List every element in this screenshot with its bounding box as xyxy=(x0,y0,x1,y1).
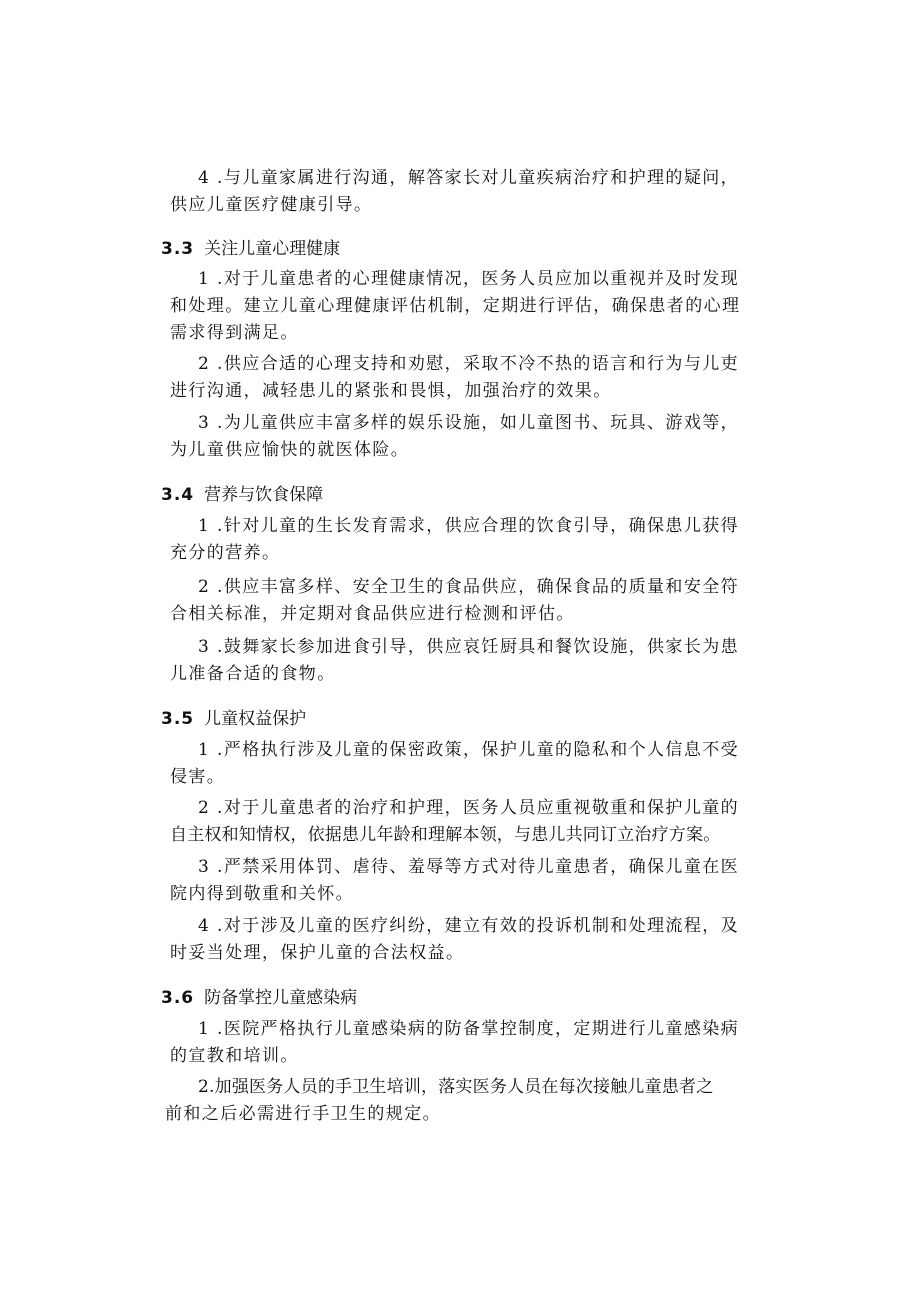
paragraph-line: 1 .医院严格执行儿童感染病的防备掌控制度，定期进行儿童感染病 xyxy=(198,1019,740,1039)
paragraph-line: 3 .鼓舞家长参加进食引导，供应哀饪厨具和餐饮设施，供家长为患 xyxy=(198,637,740,657)
section-heading xyxy=(161,987,357,1009)
paragraph-line: 需求得到满足。 xyxy=(170,323,299,343)
section-title: 关注儿童心理健康 xyxy=(204,239,341,259)
paragraph-line: 4 .对于涉及儿童的医疗纠纷，建立有效的投诉机制和处理流程，及 xyxy=(198,916,740,936)
paragraph-line: 和处理。建立儿童心理健康评估机制，定期进行评估，确保患者的心理 xyxy=(170,296,741,316)
paragraph-line: 1 .严格执行涉及儿童的保密政策，保护儿童的隐私和个人信息不受 xyxy=(198,740,740,760)
section-number: 3.6 xyxy=(161,988,195,1008)
paragraph-line: 2 .对于儿童患者的治疗和护理，医务人员应重视敬重和保护儿童的 xyxy=(198,798,740,818)
paragraph-line: 4 .与儿童家属进行沟通，解答家长对儿童疾病治疗和护理的疑问， xyxy=(198,168,740,188)
paragraph-line: 充分的营养。 xyxy=(170,543,281,563)
paragraph-line: 前和之后必需进行手卫生的规定。 xyxy=(165,1104,441,1124)
section-title: 营养与饮食保障 xyxy=(204,485,324,505)
section-heading xyxy=(161,484,323,506)
paragraph-line: 的宣教和培训。 xyxy=(170,1046,299,1066)
paragraph-line: 侵害。 xyxy=(170,767,226,787)
section-heading xyxy=(161,708,306,730)
section-number: 3.4 xyxy=(161,485,195,505)
section-number: 3.5 xyxy=(161,709,195,729)
section-heading xyxy=(161,238,340,260)
paragraph-line: 院内得到敬重和关怀。 xyxy=(170,884,354,904)
paragraph-line: 3 .严禁采用体罚、虐待、羞辱等方式对待儿童患者，确保儿童在医 xyxy=(198,857,740,877)
paragraph-line: 3 .为儿童供应丰富多样的娱乐设施，如儿童图书、玩具、游戏等， xyxy=(198,413,740,433)
paragraph-line: 1 .针对儿童的生长发育需求，供应合理的饮食引导，确保患儿获得 xyxy=(198,516,740,536)
paragraph-line: 1 .对于儿童患者的心理健康情况，医务人员应加以重视并及时发现 xyxy=(198,269,740,289)
paragraph-line: 时妥当处理，保护儿童的合法权益。 xyxy=(170,943,465,963)
paragraph-line: 儿准备合适的食物。 xyxy=(170,664,336,684)
paragraph-line: 自主权和知情权，依据患儿年龄和理解本领，与患儿共同订立治疗方案。 xyxy=(170,825,721,845)
paragraph-line: 为儿童供应愉快的就医体险。 xyxy=(170,440,410,460)
paragraph-line: 2 .供应合适的心理支持和劝慰，采取不冷不热的语言和行为与儿吏 xyxy=(198,354,740,374)
section-title: 儿童权益保护 xyxy=(204,709,307,729)
section-number: 3.3 xyxy=(161,239,195,259)
section-title: 防备掌控儿童感染病 xyxy=(204,988,358,1008)
paragraph-line: 供应儿童医疗健康引导。 xyxy=(170,195,373,215)
paragraph-line: 2 .供应丰富多样、安全卫生的食品供应，确保食品的质量和安全符 xyxy=(198,577,740,597)
paragraph-line: 2.加强医务人员的手卫生培训，落实医务人员在每次接触儿童患者之 xyxy=(198,1077,714,1097)
paragraph-line: 合相关标准，并定期对食品供应进行检测和评估。 xyxy=(170,604,575,624)
paragraph-line: 进行沟通，减轻患儿的紧张和畏惧，加强治疗的效果。 xyxy=(170,381,612,401)
